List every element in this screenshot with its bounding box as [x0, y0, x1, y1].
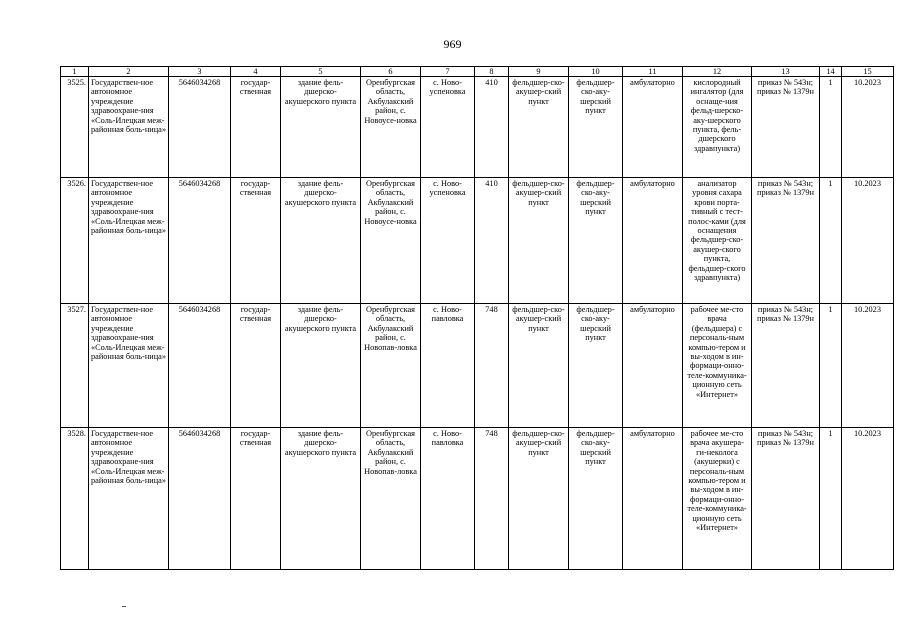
inn: 5646034268 [169, 77, 231, 178]
col-header: 8 [475, 67, 509, 77]
address: Оренбургская область, Акбулакский район, с. Новоусе-новка [361, 77, 421, 178]
address: Оренбургская область, Акбулакский район, с. Новопав-ловка [361, 304, 421, 428]
equipment: рабочее ме-сто врача (фельдшера) с персональ-ным компью-тером и вы-ходом в ин-формаци-онно-теле-коммуника-ционную сеть «Интернет» [683, 304, 752, 428]
building: здание фель-дшерско-акушерского пункта [281, 304, 361, 428]
locality: с. Ново-успеновка [421, 178, 475, 304]
equipment: рабочее ме-сто врача акушера-ги-неколога (акушерки) с персональ-ным компью-тером и вы-ходом в ин-формаци-онно-теле-коммуника-ционную сеть «Интернет» [683, 428, 752, 570]
basis: приказ № 543н; приказ № 1379н [752, 178, 820, 304]
quantity: 1 [820, 178, 842, 304]
date: 10.2023 [842, 178, 894, 304]
quantity: 1 [820, 428, 842, 570]
code: 410 [475, 178, 509, 304]
address: Оренбургская область, Акбулакский район, с. Новоусе-новка [361, 178, 421, 304]
column-number-row [61, 67, 894, 77]
col-header: 3 [169, 67, 231, 77]
building: здание фель-дшерско-акушерского пункта [281, 77, 361, 178]
registry-table [60, 66, 894, 570]
equipment: кислородный ингалятор (для оснаще-ния фельд-шерско-аку-шерского пункта, фель-дшерского здравпункта) [683, 77, 752, 178]
col-header: 14 [820, 67, 842, 77]
building: здание фель-дшерско-акушерского пункта [281, 428, 361, 570]
ownership: государ-ственная [231, 77, 281, 178]
col-header: 6 [361, 67, 421, 77]
care-type: амбулаторно [623, 77, 683, 178]
col-header: 1 [61, 67, 89, 77]
quantity: 1 [820, 304, 842, 428]
unit-type: фельдшер-ско-акушер-ский пункт [509, 178, 569, 304]
row-index: 3525. [61, 77, 89, 178]
ownership: государ-ственная [231, 428, 281, 570]
unit-name: фельдшер-ско-аку-шерский пункт [569, 428, 623, 570]
col-header: 12 [683, 67, 752, 77]
inn: 5646034268 [169, 428, 231, 570]
table-row [61, 304, 894, 428]
table-row [61, 77, 894, 178]
table-row [61, 428, 894, 570]
row-index: 3526. [61, 178, 89, 304]
row-index: 3527. [61, 304, 89, 428]
ownership: государ-ственная [231, 178, 281, 304]
scan-speck [122, 606, 126, 607]
basis: приказ № 543н; приказ № 1379н [752, 304, 820, 428]
table-row [61, 178, 894, 304]
inn: 5646034268 [169, 304, 231, 428]
unit-name: фельдшер-ско-аку-шерский пункт [569, 178, 623, 304]
row-index: 3528. [61, 428, 89, 570]
locality: с. Ново-успеновка [421, 77, 475, 178]
unit-name: фельдшер-ско-аку-шерский пункт [569, 304, 623, 428]
code: 748 [475, 428, 509, 570]
org-name: Государствен-ное автономное учреждение здравоохране-ния «Соль-Илецкая меж-районная боль-ница» [89, 304, 169, 428]
unit-type: фельдшер-ско-акушер-ский пункт [509, 77, 569, 178]
org-name: Государствен-ное автономное учреждение здравоохране-ния «Соль-Илецкая меж-районная боль-ница» [89, 178, 169, 304]
care-type: амбулаторно [623, 304, 683, 428]
col-header: 10 [569, 67, 623, 77]
equipment: анализатор уровня сахара крови порта-тивный с тест-полос-ками (для оснащения фельдшер-ско-акушер-ского пункта, фельдшер-ского здравпункта) [683, 178, 752, 304]
basis: приказ № 543н; приказ № 1379н [752, 77, 820, 178]
locality: с. Ново-павловка [421, 428, 475, 570]
basis: приказ № 543н; приказ № 1379н [752, 428, 820, 570]
unit-name: фельдшер-ско-аку-шерский пункт [569, 77, 623, 178]
date: 10.2023 [842, 428, 894, 570]
unit-type: фельдшер-ско-акушер-ский пункт [509, 428, 569, 570]
quantity: 1 [820, 77, 842, 178]
building: здание фель-дшерско-акушерского пункта [281, 178, 361, 304]
col-header: 5 [281, 67, 361, 77]
col-header: 7 [421, 67, 475, 77]
care-type: амбулаторно [623, 428, 683, 570]
page-number: 969 [443, 37, 462, 51]
unit-type: фельдшер-ско-акушер-ский пункт [509, 304, 569, 428]
care-type: амбулаторно [623, 178, 683, 304]
col-header: 4 [231, 67, 281, 77]
col-header: 13 [752, 67, 820, 77]
org-name: Государствен-ное автономное учреждение здравоохране-ния «Соль-Илецкая меж-районная боль-ница» [89, 77, 169, 178]
locality: с. Ново-павловка [421, 304, 475, 428]
code: 748 [475, 304, 509, 428]
code: 410 [475, 77, 509, 178]
ownership: государ-ственная [231, 304, 281, 428]
date: 10.2023 [842, 304, 894, 428]
col-header: 9 [509, 67, 569, 77]
date: 10.2023 [842, 77, 894, 178]
col-header: 11 [623, 67, 683, 77]
col-header: 2 [89, 67, 169, 77]
col-header: 15 [842, 67, 894, 77]
inn: 5646034268 [169, 178, 231, 304]
address: Оренбургская область, Акбулакский район, с. Новопав-ловка [361, 428, 421, 570]
org-name: Государствен-ное автономное учреждение здравоохране-ния «Соль-Илецкая меж-районная боль-ница» [89, 428, 169, 570]
